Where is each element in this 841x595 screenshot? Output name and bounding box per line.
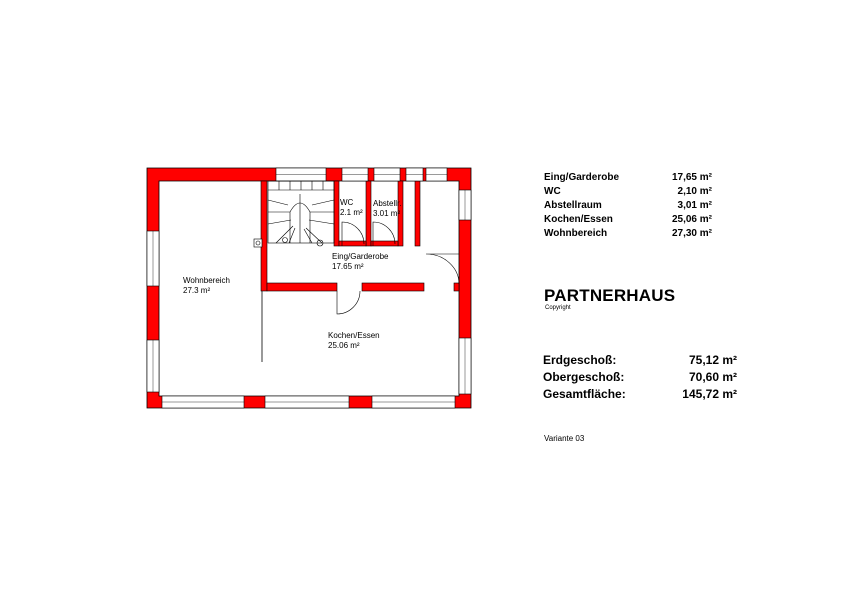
total-value: 75,12 m² (688, 353, 737, 367)
total-label: Gesamtfläche: (543, 387, 626, 401)
room-name: Abstellr. (373, 199, 402, 208)
room-label-wohnbereich (183, 276, 230, 296)
room-area: 25.06 m² (328, 341, 360, 350)
area-table (544, 171, 712, 241)
total-value: 70,60 m² (688, 370, 737, 384)
area-value: 17,65 m² (671, 172, 712, 183)
area-row (544, 227, 712, 241)
total-row (543, 369, 737, 386)
area-label: Kochen/Essen (544, 214, 613, 225)
area-label: WC (544, 186, 561, 197)
room-area: 2.1 m² (340, 208, 363, 217)
total-row (543, 386, 737, 403)
room-area: 3.01 m² (373, 209, 401, 218)
area-value: 27,30 m² (671, 228, 712, 239)
area-label: Wohnbereich (544, 228, 608, 239)
area-value: 25,06 m² (671, 214, 712, 225)
room-area: 27.3 m² (183, 286, 211, 295)
room-area: 17.65 m² (332, 262, 364, 271)
total-row (543, 352, 737, 369)
room-name: WC (340, 198, 354, 207)
staircase (268, 181, 334, 246)
area-row (544, 213, 712, 227)
area-value: 3,01 m² (677, 200, 712, 211)
room-name: Wohnbereich (183, 276, 230, 285)
page-title: PARTNERHAUS (544, 286, 676, 305)
area-value: 2,10 m² (677, 186, 712, 197)
column-symbol (254, 239, 262, 247)
variant-label: Variante 03 (544, 434, 585, 443)
total-label: Obergeschoß: (543, 370, 625, 384)
room-label-eingang (332, 252, 388, 272)
area-label: Abstellraum (544, 200, 602, 211)
total-value: 145,72 m² (682, 387, 737, 401)
room-label-wc (340, 198, 363, 218)
area-row (544, 199, 712, 213)
area-row (544, 171, 712, 185)
totals-table (543, 352, 737, 403)
area-label: Eing/Garderobe (544, 172, 620, 183)
room-name: Eing/Garderobe (332, 252, 389, 261)
area-row (544, 185, 712, 199)
copyright-text: Copyright (545, 305, 571, 311)
total-label: Erdgeschoß: (543, 353, 617, 367)
room-label-kochen (328, 331, 380, 351)
room-name: Kochen/Essen (328, 331, 380, 340)
room-label-abstell (373, 199, 401, 219)
